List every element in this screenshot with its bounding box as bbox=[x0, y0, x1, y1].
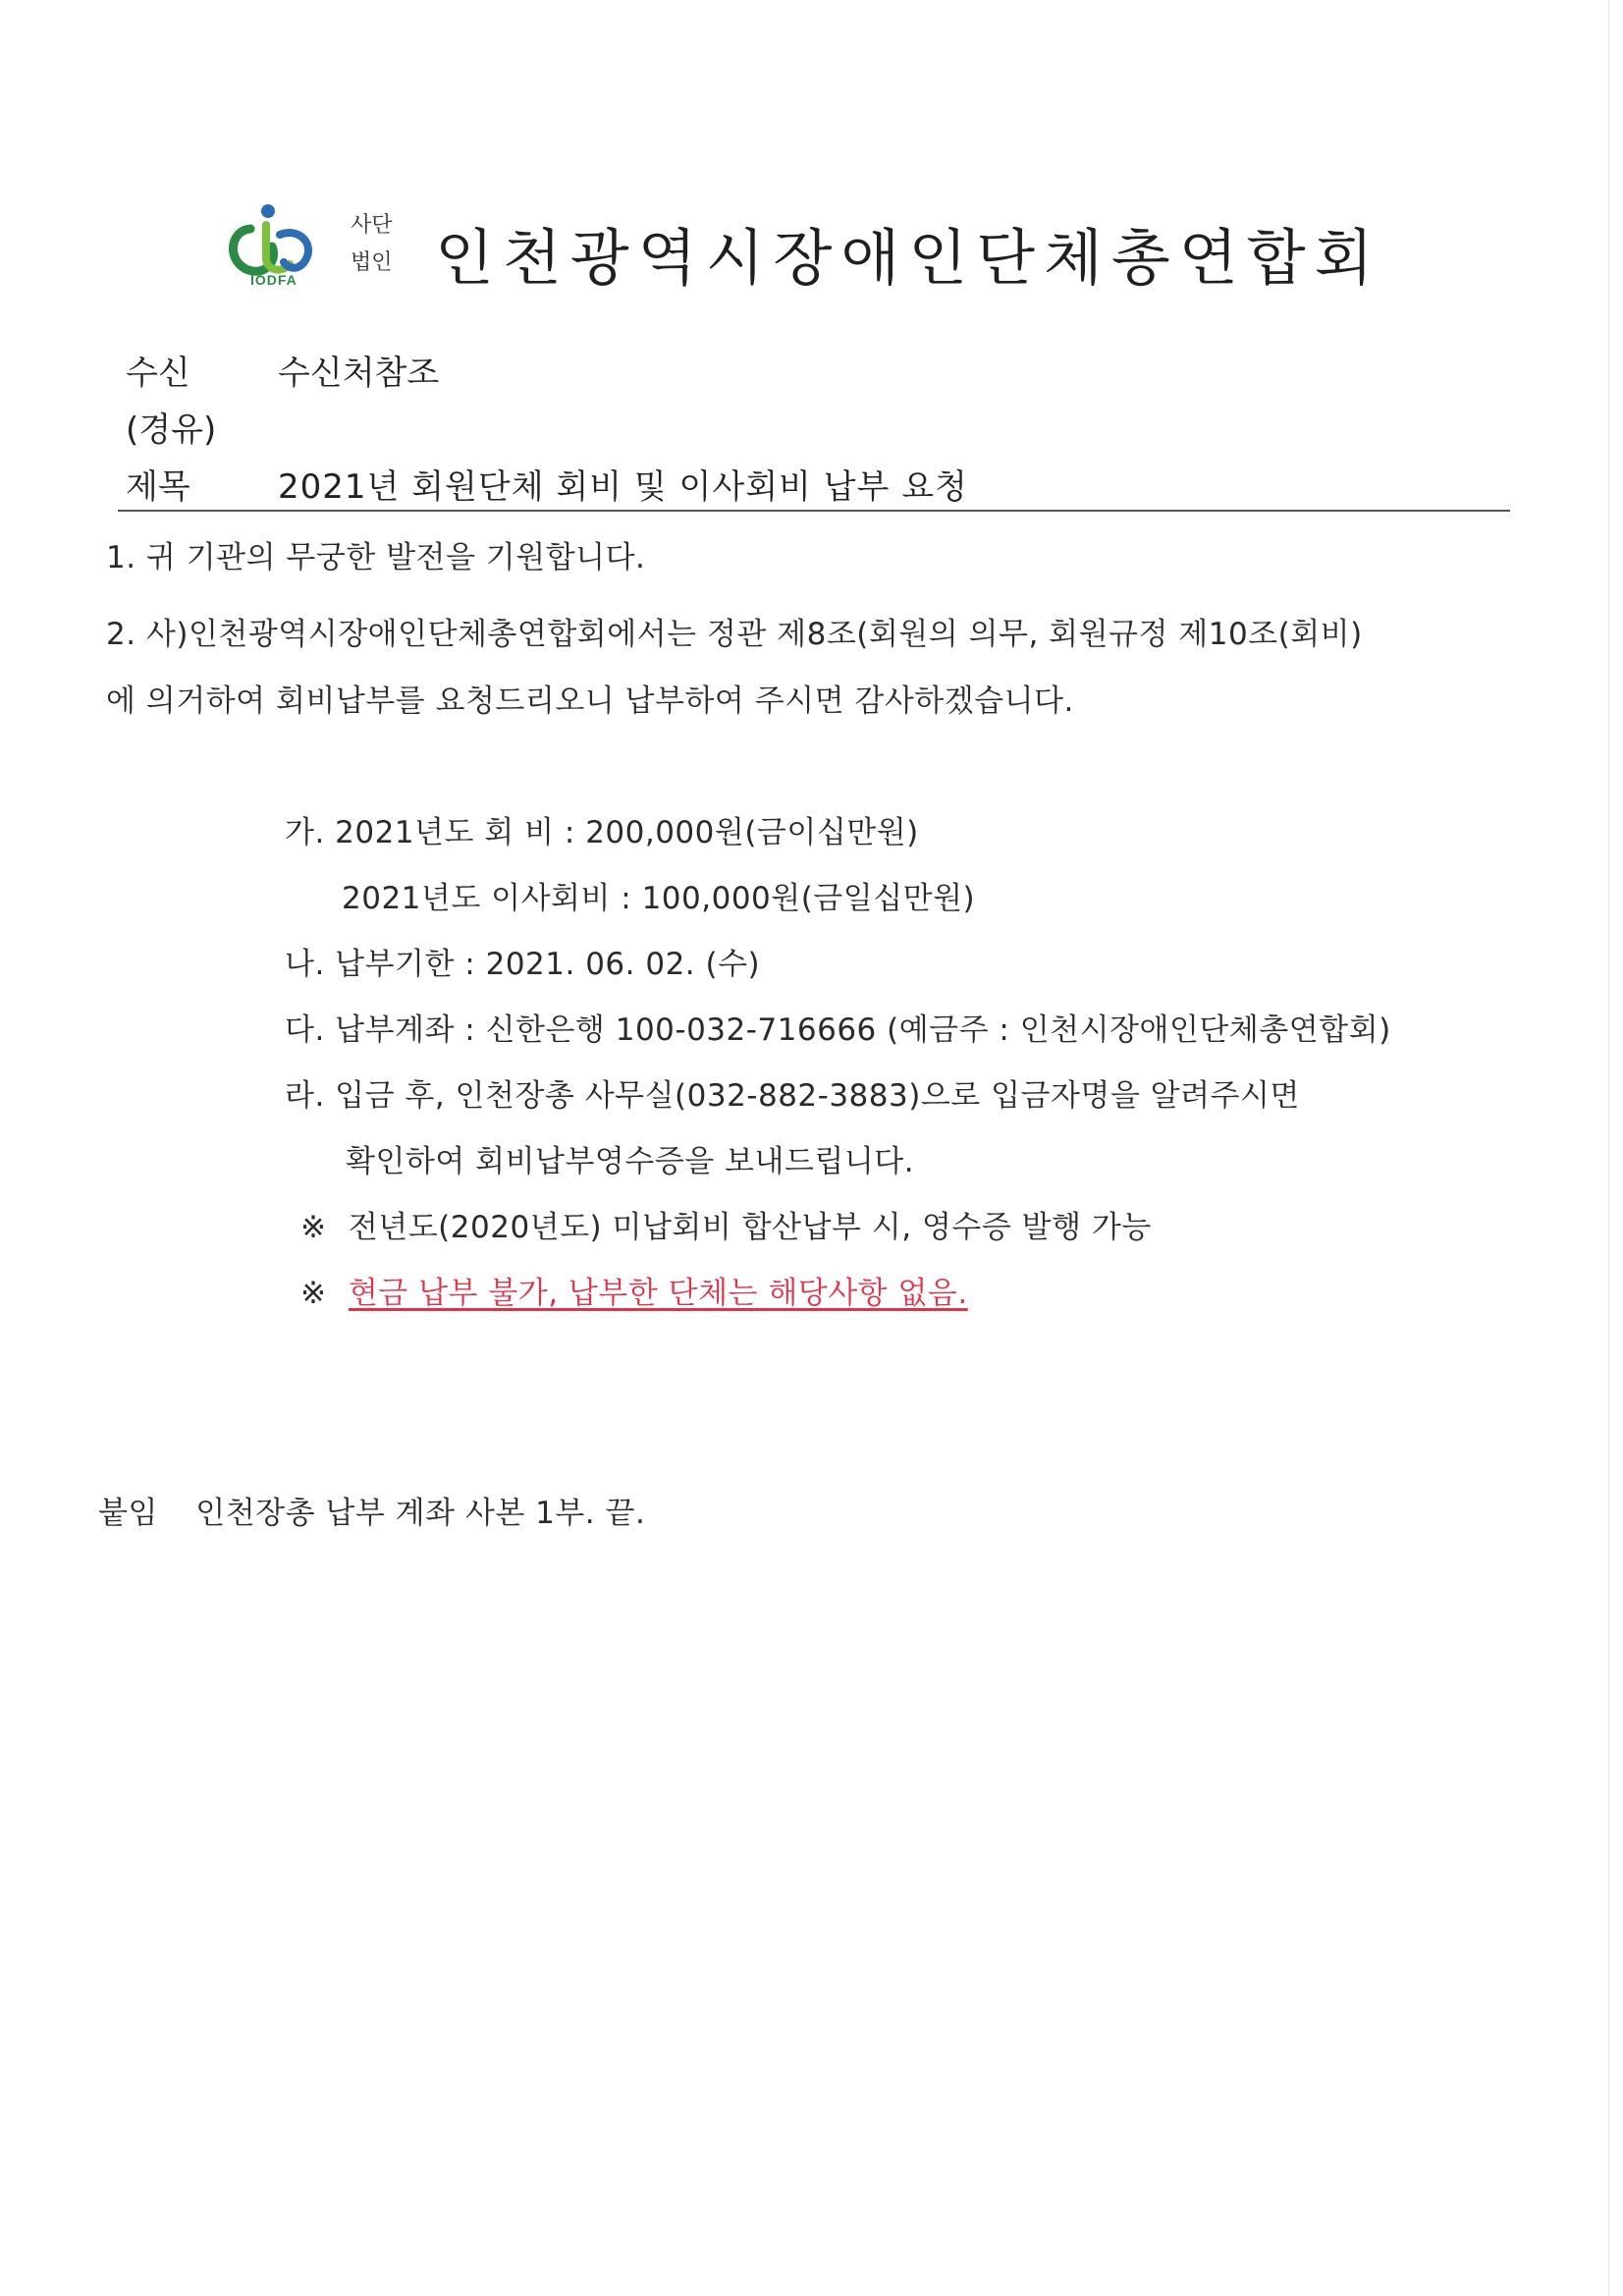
organization-logo bbox=[221, 201, 323, 296]
corp-line-1: 사단 bbox=[351, 213, 393, 238]
item-ga-line-1: 가. 2021년도 회 비 : 200,000원(금이십만원) bbox=[285, 815, 919, 850]
note-1-mark: ※ bbox=[300, 1210, 327, 1245]
note-2-text: 현금 납부 불가, 납부한 단체는 해당사항 없음. bbox=[348, 1276, 968, 1311]
letterhead bbox=[221, 201, 1419, 300]
note-2-mark: ※ bbox=[300, 1276, 327, 1311]
logo-text: IODFA bbox=[250, 272, 298, 288]
paragraph-2-line-1: 2. 사)인천광역시장애인단체총연합회에서는 정관 제8조(회원의 의무, 회원규정 제10조(회비) bbox=[106, 617, 1363, 652]
item-ra-line-1: 라. 입금 후, 인천장총 사무실(032-882-3883)으로 입금자명을 알려주시면 bbox=[285, 1078, 1300, 1114]
paragraph-1: 1. 귀 기관의 무궁한 발전을 기원합니다. bbox=[106, 540, 646, 575]
attachment-text: 인천장총 납부 계좌 사본 1부. 끝. bbox=[195, 1496, 646, 1531]
subject-label: 제목 bbox=[126, 467, 190, 507]
subject-value: 2021년 회원단체 회비 및 이사회비 납부 요청 bbox=[278, 467, 968, 507]
note-1 bbox=[300, 1202, 1152, 1246]
item-na: 나. 납부기한 : 2021. 06. 02. (수) bbox=[285, 947, 761, 982]
organization-name: 인천광역시장애인단체총연합회 bbox=[435, 222, 1382, 294]
corporation-type bbox=[351, 207, 393, 282]
corp-line-2: 법인 bbox=[351, 250, 393, 275]
paragraph-2-line-2: 에 의거하여 회비납부를 요청드리오니 납부하여 주시면 감사하겠습니다. bbox=[106, 683, 1074, 719]
item-da: 다. 납부계좌 : 신한은행 100-032-716666 (예금주 : 인천시장애인단체총연합회) bbox=[285, 1012, 1391, 1048]
item-ra-line-2: 확인하여 회비납부영수증을 보내드립니다. bbox=[346, 1144, 915, 1179]
attachment-line bbox=[98, 1488, 645, 1532]
header-divider bbox=[118, 510, 1510, 512]
page-edge-line bbox=[1608, 0, 1609, 2296]
via-label: (경유) bbox=[126, 410, 217, 450]
recipient-label: 수신 bbox=[126, 354, 190, 393]
note-2 bbox=[300, 1268, 968, 1312]
recipient-value: 수신처참조 bbox=[278, 354, 440, 393]
attachment-label: 붙임 bbox=[98, 1496, 158, 1531]
note-1-text: 전년도(2020년도) 미납회비 합산납부 시, 영수증 발행 가능 bbox=[348, 1210, 1152, 1245]
item-ga-line-2: 2021년도 이사회비 : 100,000원(금일십만원) bbox=[342, 881, 976, 916]
